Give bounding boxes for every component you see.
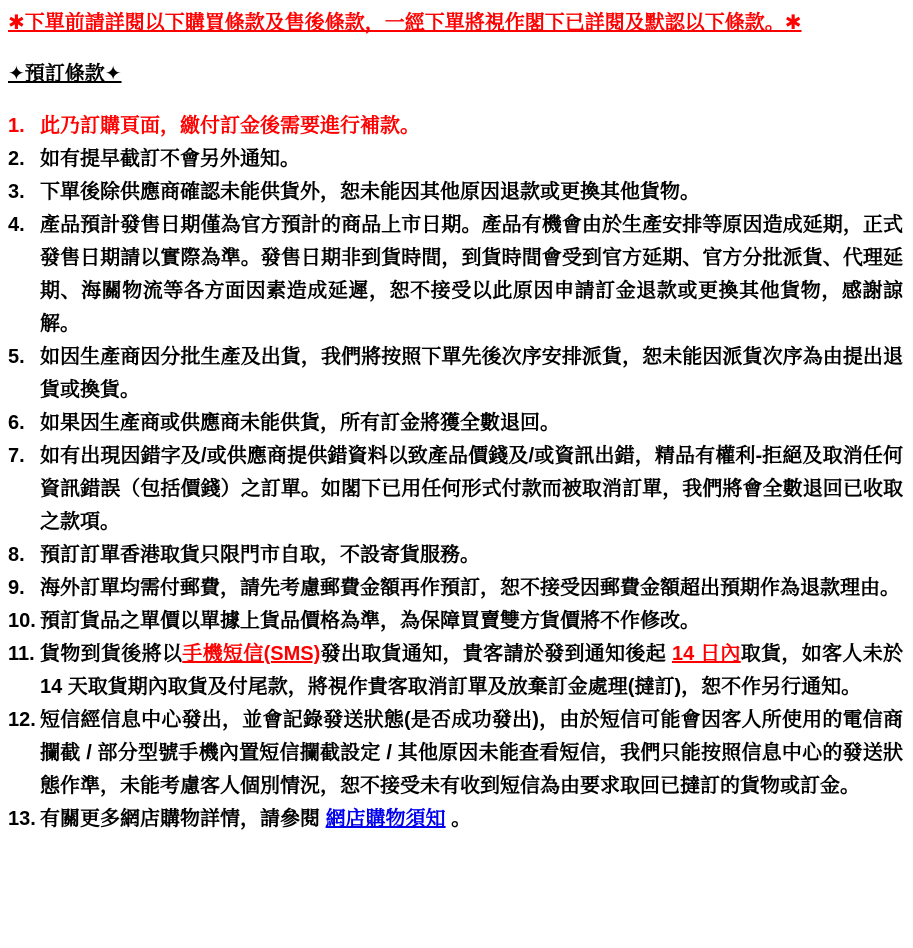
term-number: 13. (8, 808, 36, 830)
highlighted-text: 手機短信(SMS) (182, 643, 321, 665)
text-segment: 預訂貨品之單價以單據上貨品價格為準，為保障買賣雙方貨價將不作修改。 (40, 610, 700, 632)
term-number: 11. (8, 643, 35, 665)
term-number: 3. (8, 181, 25, 203)
section-title-preorder-terms: ✦預訂條款✦ (8, 63, 122, 85)
text-segment: 貨物到貨後將以 (40, 643, 183, 665)
text-segment: 產品預計發售日期僅為官方預計的商品上市日期。產品有機會由於生產安排等原因造成延期，正式發售日期請以實際為準。發售日期非到貨時間，到貨時間會受到官方延期、官方分批派貨、代理延期、海關物流等各方面因素造成延遲，恕不接受以此原因申請訂金退款或更換其他貨物，感謝諒解。 (40, 214, 903, 335)
text-segment: 此乃訂購頁面，繳付訂金後需要進行補款。 (40, 115, 420, 137)
term-item-9 (8, 572, 903, 605)
term-item-6 (8, 407, 903, 440)
term-number: 5. (8, 346, 25, 368)
term-number: 10. (8, 610, 36, 632)
term-number: 7. (8, 445, 25, 467)
term-item-5 (8, 341, 903, 407)
term-number: 4. (8, 214, 25, 236)
term-text (40, 572, 903, 605)
term-text (40, 539, 903, 572)
term-number: 8. (8, 544, 25, 566)
term-number: 6. (8, 412, 25, 434)
term-text (40, 341, 903, 407)
text-segment: 如因生產商因分批生產及出貨，我們將按照下單先後次序安排派貨，恕未能因派貨次序為由提出退貨或換貨。 (40, 346, 903, 401)
term-number: 12. (8, 709, 36, 731)
term-text (40, 704, 903, 803)
term-item-8 (8, 539, 903, 572)
term-item-2 (8, 143, 903, 176)
term-number: 2. (8, 148, 25, 170)
text-segment: 海外訂單均需付郵費，請先考慮郵費金額再作預訂，恕不接受因郵費金額超出預期作為退款理由。 (40, 577, 900, 599)
term-item-1 (8, 110, 903, 143)
term-item-3 (8, 176, 903, 209)
term-item-7 (8, 440, 903, 539)
text-segment: 。 (445, 808, 472, 830)
terms-list (8, 110, 903, 836)
purchase-notice-banner: ✱下單前請詳閱以下購買條款及售後條款，一經下單將視作閣下已詳閱及默認以下條款。✱ (8, 12, 802, 34)
term-item-4 (8, 209, 903, 341)
highlighted-text: 14 日內 (671, 643, 741, 665)
text-segment: 下單後除供應商確認未能供貨外，恕未能因其他原因退款或更換其他貨物。 (40, 181, 700, 203)
term-item-13 (8, 803, 903, 836)
term-number: 9. (8, 577, 25, 599)
term-text (40, 440, 903, 539)
text-segment: 如有出現因錯字及/或供應商提供錯資料以致產品價錢及/或資訊出錯，精品有權利-拒絕及取消任何資訊錯誤（包括價錢）之訂單。如閣下已用任何形式付款而被取消訂單，我們將會全數退回已收取之款項。 (40, 445, 903, 533)
term-text (40, 143, 903, 176)
term-item-12 (8, 704, 903, 803)
term-text (40, 110, 903, 143)
text-segment: 取貨，如客人未於 14 天取貨期內取貨及付尾款，將視作貴客取消訂單及放棄訂金處理(撻訂)，恕不作另行通知。 (40, 643, 904, 698)
term-item-11 (8, 638, 903, 704)
text-segment: 如有提早截訂不會另外通知。 (40, 148, 300, 170)
text-segment: 預訂訂單香港取貨只限門市自取，不設寄貨服務。 (40, 544, 480, 566)
term-text (40, 638, 903, 704)
term-text (40, 176, 903, 209)
store-shopping-guide-link[interactable]: 網店購物須知 (325, 808, 446, 830)
text-segment: 有關更多網店購物詳情，請參閱 (40, 808, 326, 830)
term-item-10 (8, 605, 903, 638)
term-text (40, 407, 903, 440)
term-number: 1. (8, 115, 25, 137)
text-segment: 如果因生產商或供應商未能供貨，所有訂金將獲全數退回。 (40, 412, 560, 434)
term-text (40, 605, 903, 638)
term-text (40, 209, 903, 341)
text-segment: 發出取貨通知，貴客請於發到通知後起 (320, 643, 672, 665)
term-text (40, 803, 903, 836)
text-segment: 短信經信息中心發出，並會記錄發送狀態(是否成功發出)，由於短信可能會因客人所使用的電信商攔截 / 部分型號手機內置短信攔截設定 / 其他原因未能查看短信，我們只能按照信息中心的發送狀態作準，未能考慮客人個別情況，恕不接受未有收到短信為由要求取回已撻訂的貨物或訂金。 (40, 709, 903, 797)
